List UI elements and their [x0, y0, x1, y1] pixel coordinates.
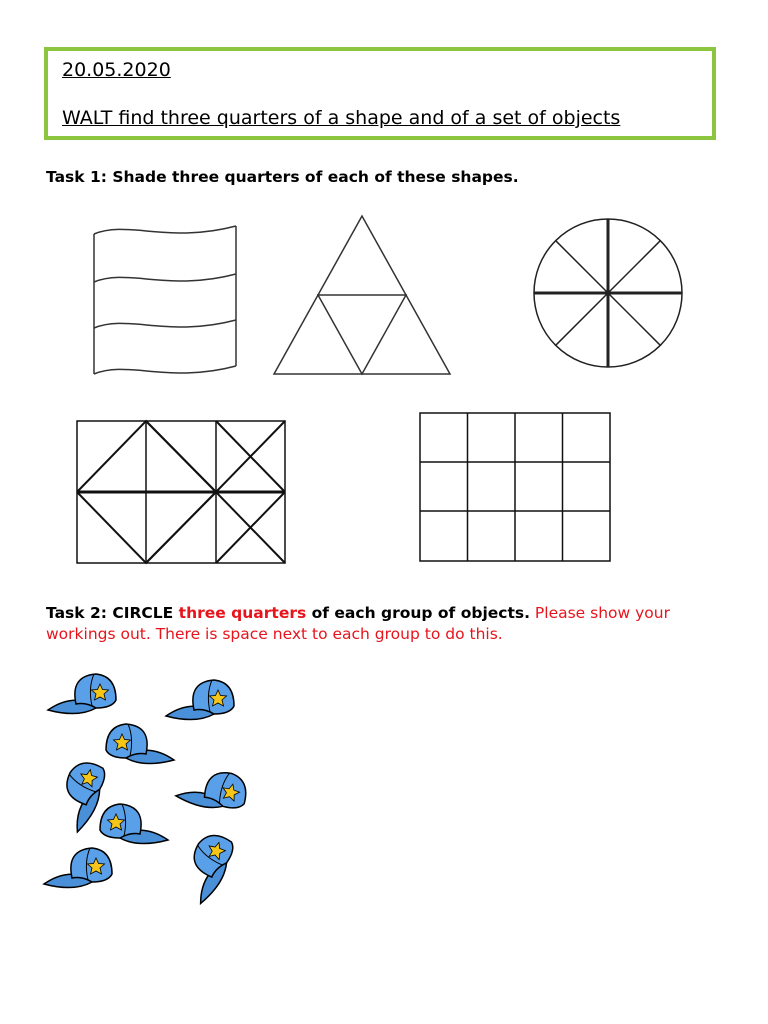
wavy-flag-icon	[88, 220, 244, 380]
task2-heading	[46, 603, 726, 645]
task1-heading: Task 1: Shade three quarters of each of these shapes.	[46, 168, 519, 186]
cap-group	[40, 660, 260, 920]
walt-text: WALT find three quarters of a shape and of a set of objects	[62, 107, 621, 129]
task2-suffix: of each group of objects.	[306, 604, 530, 622]
cap-icon	[100, 804, 168, 844]
circle-icon	[530, 216, 686, 372]
cap-icon	[175, 761, 251, 817]
cap-icon	[166, 680, 234, 720]
task2-prefix: Task 2: CIRCLE	[46, 604, 179, 622]
task2-highlight: three quarters	[178, 604, 307, 622]
diagonal-rectangle-icon	[74, 418, 290, 568]
cap-icon	[44, 848, 112, 888]
date-text: 20.05.2020	[62, 59, 171, 81]
cap-icon	[106, 724, 174, 764]
cap-icon	[171, 827, 242, 905]
triangle-icon	[272, 214, 452, 378]
cap-icon	[48, 674, 116, 714]
walt-header-box	[44, 47, 716, 140]
grid-icon	[418, 411, 612, 563]
task2-instruction: Please show your workings out. There is space next to each group to do this.	[46, 604, 670, 643]
